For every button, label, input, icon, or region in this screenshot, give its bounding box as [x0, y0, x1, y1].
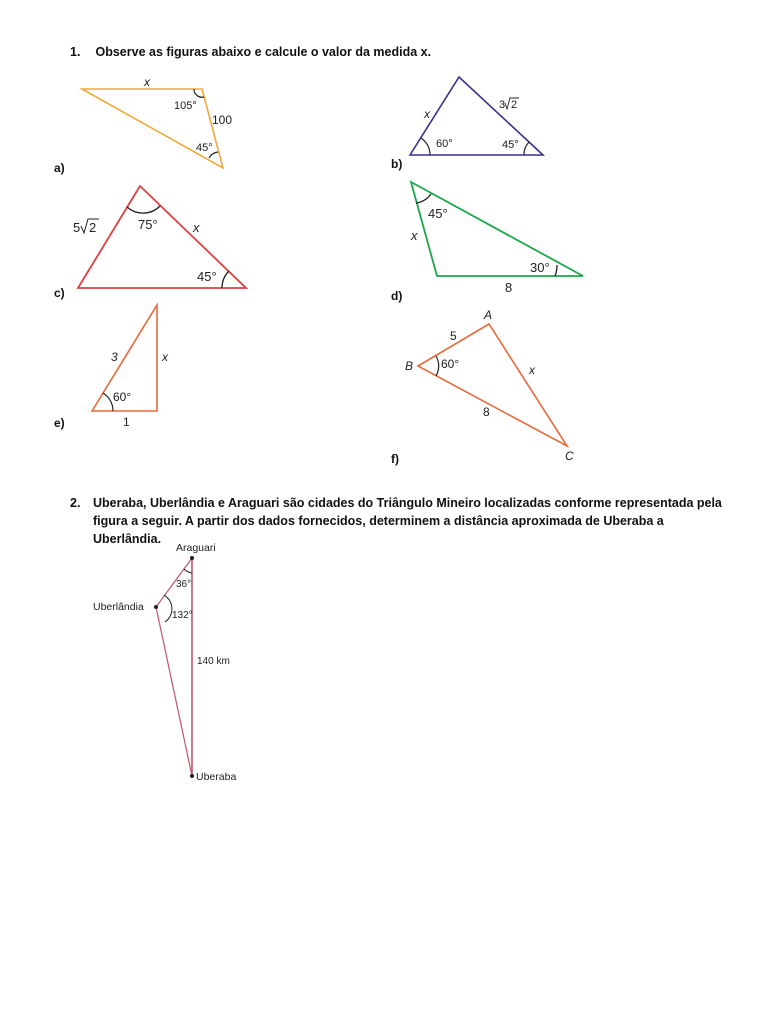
arc-uberlandia [164, 595, 172, 622]
figure-f-side-ab: 5 [450, 329, 457, 343]
figure-d-label: d) [391, 289, 403, 303]
figure-f-vertex-a: A [484, 308, 493, 322]
triangle-f [418, 324, 567, 446]
figure-b-label: b) [391, 157, 403, 171]
figure-c-x: x [193, 220, 200, 235]
figure-f-x: x [529, 363, 535, 377]
figure-c-label: c) [54, 286, 65, 300]
figure-b-x: x [424, 107, 430, 121]
figure-e-label: e) [54, 416, 65, 430]
arc-b-right [524, 142, 529, 155]
figure-b-side-root: 2 [511, 99, 518, 111]
figure-b-side-coef: 3 [499, 99, 506, 111]
question-1-text: Observe as figuras abaixo e calcule o valor da medida x. [95, 45, 432, 59]
question-2-number: 2. [70, 496, 81, 510]
figure-e-hyp: 3 [111, 350, 118, 364]
figure-d-x: x [411, 228, 418, 243]
triangle-a [82, 89, 223, 168]
figure-b-side [499, 98, 519, 111]
figure-e-x: x [162, 350, 168, 364]
question-2-text: Uberaba, Uberlândia e Araguari são cidades do Triângulo Mineiro localizadas conforme representada pela figura a seguir. A partir dos dados fornecidos, determinem a distância aproximada de Uberaba a Uberlândia. [93, 496, 722, 546]
map-angle-araguari: 36° [176, 579, 192, 590]
figure-c-angle-top: 75° [138, 217, 158, 232]
city-uberaba-label: Uberaba [196, 771, 237, 783]
figure-c [73, 186, 246, 288]
figure-f-side-bc: 8 [483, 405, 490, 419]
city-uberlandia-label: Uberlândia [93, 601, 144, 613]
arc-e [103, 393, 113, 411]
figure-d-side: 8 [505, 280, 513, 295]
figure-a-angle-bottom: 45° [196, 142, 213, 154]
map-angle-uberlandia: 132° [172, 610, 193, 621]
figure-c-side [73, 219, 99, 235]
figure-a-angle-top: 105° [174, 100, 197, 112]
figure-b [410, 77, 543, 155]
figure-c-side-root: 2 [89, 220, 97, 235]
figure-f [405, 308, 574, 463]
figure-a-x: x [144, 75, 150, 89]
figure-d-angle-top: 45° [428, 206, 448, 221]
map-distance-label: 140 km [197, 656, 230, 667]
triangle-d [411, 182, 583, 276]
figure-b-angle-right: 45° [502, 139, 519, 151]
arc-f [436, 356, 439, 376]
figure-f-label: f) [391, 452, 399, 466]
triangle-c [78, 186, 246, 288]
map-figure [93, 542, 236, 783]
arc-araguari [184, 569, 192, 573]
point-uberaba [190, 774, 194, 778]
segment-uberlandia-uberaba [156, 607, 192, 776]
point-uberlandia [154, 605, 158, 609]
figure-e [92, 305, 169, 429]
figure-e-angle: 60° [113, 390, 132, 404]
figure-f-vertex-b: B [405, 359, 414, 373]
figure-c-side-coef: 5 [73, 220, 81, 235]
figure-f-vertex-c: C [565, 449, 574, 463]
figure-a-label: a) [54, 161, 65, 175]
figure-a [82, 75, 232, 168]
figure-f-angle-b: 60° [441, 357, 460, 371]
figure-e-base: 1 [123, 415, 130, 429]
figure-b-angle-left: 60° [436, 138, 453, 150]
figure-d [410, 182, 583, 295]
figure-a-side: 100 [212, 113, 233, 127]
arc-c-right [222, 271, 229, 288]
figure-c-angle-right: 45° [197, 269, 217, 284]
question-2 [70, 494, 730, 548]
arc-b-left [421, 138, 430, 155]
city-araguari-label: Araguari [176, 542, 216, 554]
arc-d-top [416, 194, 431, 203]
arc-d-right [555, 265, 557, 276]
question-1-number: 1. [70, 45, 81, 59]
figure-d-angle-right: 30° [530, 260, 550, 275]
arc-c-top [127, 206, 160, 213]
point-araguari [190, 556, 194, 560]
